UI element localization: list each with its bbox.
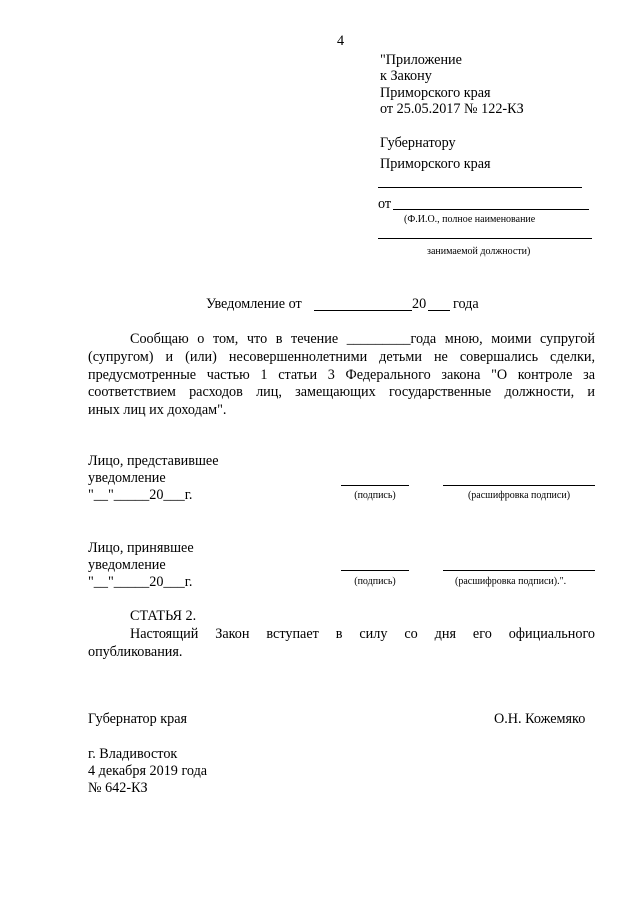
notice-year-prefix: 20	[412, 296, 427, 312]
from-label: от	[378, 196, 392, 212]
notice-title-part-1: Уведомление от	[206, 296, 302, 312]
governor-name: О.Н. Кожемяко	[494, 711, 586, 727]
body-line-4: соответствием расходов лиц, замещающих государственные должности, и	[88, 384, 595, 400]
decode-blank	[443, 485, 595, 486]
addressee-line-2: Приморского края	[380, 156, 491, 172]
addressee-line-1: Губернатору	[380, 135, 456, 151]
article-2-line-2: опубликования.	[88, 644, 183, 660]
signature-blank	[341, 485, 409, 486]
appendix-line-3: Приморского края	[380, 85, 491, 101]
presented-date: "__"_____20___г.	[88, 487, 193, 503]
accepted-line-1: Лицо, принявшее	[88, 540, 194, 556]
article-2-line-1: Настоящий Закон вступает в силу со дня его официального	[130, 626, 595, 642]
decode-blank	[443, 570, 595, 571]
signature-hint: (подпись)	[354, 490, 396, 501]
notice-date-blank	[314, 310, 412, 311]
notice-year-blank	[428, 310, 450, 311]
appendix-line-2: к Закону	[380, 68, 432, 84]
appendix-line-4: от 25.05.2017 № 122-КЗ	[380, 101, 524, 117]
footer-city: г. Владивосток	[88, 746, 178, 762]
body-line-5: иных лиц их доходам".	[88, 402, 227, 418]
signature-blank	[341, 570, 409, 571]
fio-hint: (Ф.И.О., полное наименование	[404, 214, 536, 225]
presented-line-1: Лицо, представившее	[88, 453, 219, 469]
footer-date: 4 декабря 2019 года	[88, 763, 208, 779]
notice-title-part-2: года	[453, 296, 479, 312]
decode-hint: (расшифровка подписи)	[467, 490, 571, 501]
article-2-heading: СТАТЬЯ 2.	[130, 608, 197, 624]
governor-title: Губернатор края	[88, 711, 188, 727]
position-hint: занимаемой должности)	[427, 246, 531, 257]
appendix-line-1: "Приложение	[380, 52, 462, 68]
body-line-2: (супругом) и (или) несовершеннолетними детьми не совершались сделки,	[88, 349, 595, 365]
page-number: 4	[337, 33, 345, 49]
body-line-3: предусмотренные частью 1 статьи 3 Федерального закона "О контроле за	[88, 367, 595, 383]
from-blank-line	[393, 209, 589, 210]
position-blank-line	[378, 238, 592, 239]
accepted-date: "__"_____20___г.	[88, 574, 193, 590]
footer-number: № 642-КЗ	[88, 780, 148, 796]
presented-line-2: уведомление	[88, 470, 166, 486]
body-line-1: Сообщаю о том, что в течение _________года мною, моими супругой	[130, 331, 595, 347]
decode-hint: (расшифровка подписи).".	[455, 576, 567, 587]
signature-hint: (подпись)	[354, 576, 396, 587]
blank-line	[378, 187, 582, 188]
accepted-line-2: уведомление	[88, 557, 166, 573]
